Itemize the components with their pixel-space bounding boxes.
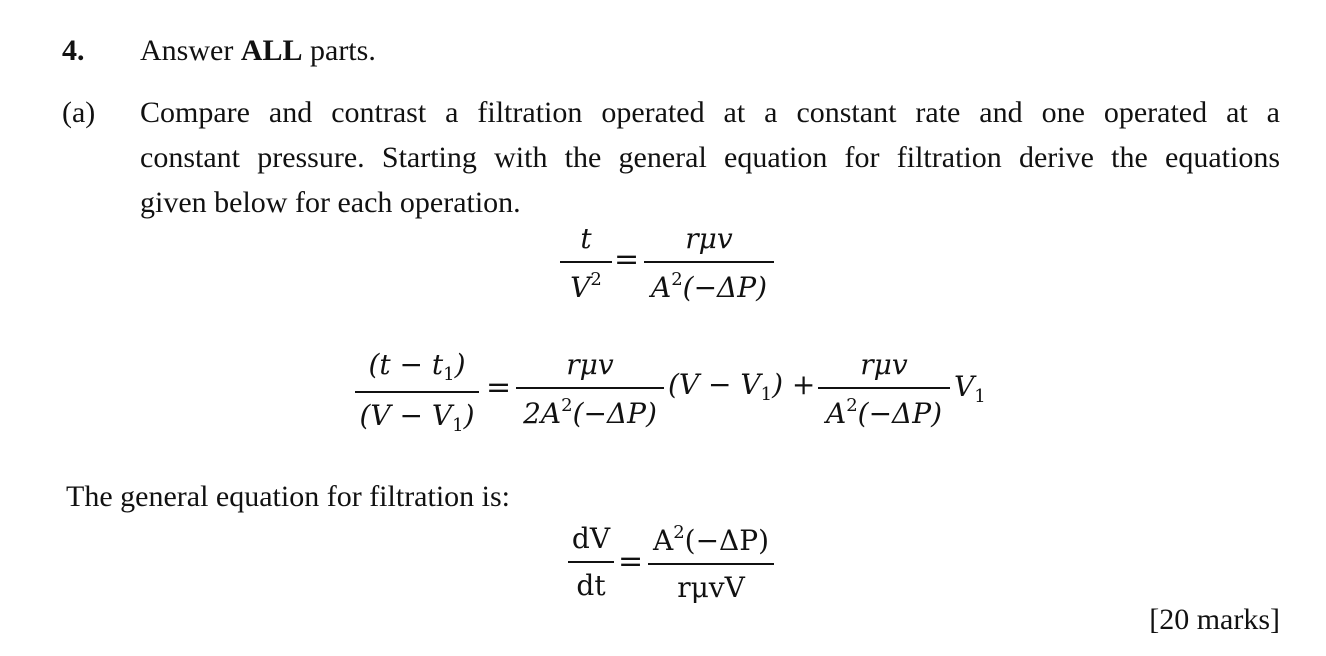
fraction-bar [568,561,614,563]
eq2-term1-denominator: $2A^2(-\Delta P)$ [523,395,657,430]
paragraph-line-3: given below for each operation. [140,186,521,219]
eq2-middle-term: $(V - V_1)$ + [668,368,816,405]
eq2-term1-fraction [516,348,664,430]
part-a-paragraph [140,90,1280,225]
eq2-lhs-numerator: $(t - t_1)$ [368,348,466,385]
gen-lhs-denominator: dt [576,569,606,602]
eq1-lhs-numerator: t [580,222,592,255]
fraction-bar [560,261,612,263]
question-heading [140,36,376,66]
fraction-bar [355,391,479,393]
eq1-rhs-denominator: $A^2(-\Delta P)$ [650,269,768,304]
fraction-bar [648,563,774,565]
gen-rhs-numerator: $A^2(-\Delta P)$ [652,522,770,557]
fraction-bar [818,387,950,389]
eq2-term2-denominator: $A^2(-\Delta P)$ [825,395,943,430]
eq1-rhs-fraction [644,222,774,304]
eq2-term1-numerator: rμv [566,348,614,381]
eq2-tail-term: $V_1$ [954,370,986,407]
gen-rhs-fraction [648,522,774,604]
eq2-term2-fraction [818,348,950,430]
fraction-bar [644,261,774,263]
eq1-equals: = [614,242,640,277]
eq1-rhs-numerator: rμv [685,222,733,255]
eq2-lhs-fraction [355,348,479,436]
heading-suffix: parts. [302,34,376,67]
gen-rhs-denominator: rμvV [677,571,745,604]
eq2-term2-numerator: rμv [860,348,908,381]
eq1-lhs-denominator: $V^2$ [570,269,602,304]
heading-bold: ALL [240,34,303,67]
eq2-lhs-denominator: $(V - V_1)$ [359,399,475,436]
gen-lhs-fraction [568,522,614,602]
fraction-bar [516,387,664,389]
gen-equals: = [618,544,644,579]
eq1-lhs-fraction [560,222,612,304]
paragraph-line-2: constant pressure. Starting with the general equation for filtration derive the equations [140,141,1280,174]
question-number: 4. [62,34,85,67]
eq2-equals: = [486,370,512,405]
part-label: (a) [62,96,96,129]
paragraph-line-1: Compare and contrast a filtration operated at a constant rate and one operated at a [140,96,1280,129]
marks-label: [20 marks] [1149,603,1280,636]
heading-prefix: Answer [140,34,241,67]
general-equation-label: The general equation for filtration is: [66,480,511,513]
gen-lhs-numerator: dV [571,522,611,555]
